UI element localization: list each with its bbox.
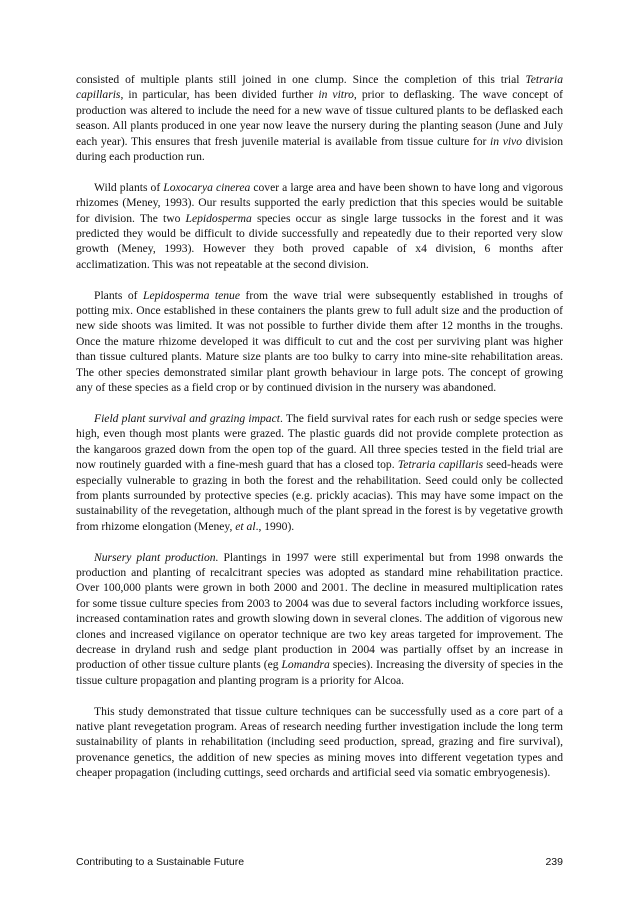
paragraph (76, 180, 563, 272)
body-text (76, 72, 563, 796)
italic-text-run: et al (235, 519, 256, 533)
page-footer (76, 856, 563, 872)
text-run: division during each production run. (76, 134, 564, 164)
text-run: species occur as single large tussocks in the forest and it was predicted they would be difficult to divide successfully and repeatedly due to their reported very slow growth (Meney, 1993). However they both proved capable of x4 division, 6 months after acclimatization. This was not repeatable at the second division. (76, 211, 563, 271)
paragraph (76, 288, 563, 396)
text-run: from the wave trial were subsequently established in troughs of potting mix. Once established in these containers the plants grew to full adult size and the production of new side shoots was limited. It was not possible to further divide them after 12 months in the troughs. Once the mature rhizome developed it was difficult to cut and the cost per surviving plant was higher than tissue cultured plants. Mature size plants are too bulky to carry into mine-site rehabilitation areas. The other species demonstrated similar plant growth behaviour in large pots. The concept of growing any of these species as a field crop or by continued division in the nursery was abandoned. (76, 288, 563, 395)
text-run: Wild plants of (94, 180, 164, 194)
italic-text-run: Lomandra (281, 658, 330, 672)
text-run: Plantings in 1997 were still experimental but from 1998 onwards the production and planting of recalcitrant species was adopted as standard mine rehabilitation practice. Over 100,000 plants were grown in both 2000 and 2001. The decline in measured multiplication rates for some tissue culture species from 2003 to 2004 was due to several factors including workforce issues, increased contamination rates and growth slowing down in several clones. The addition of vigorous new clones and increased vigilance on operator technique are two key areas targeted for improvement. The decrease in dryland rush and sedge plant production in 2004 was partially offset by an increase in production of other tissue culture plants (eg (76, 550, 564, 672)
paragraph (76, 550, 563, 689)
text-run: , in particular, has been divided further (120, 88, 319, 102)
text-run: ., 1990). (255, 519, 295, 533)
footer-title: Contributing to a Sustainable Future (76, 856, 245, 868)
italic-text-run: Field plant survival and grazing impact (94, 411, 280, 425)
text-run: seed-heads were especially vulnerable to grazing in both the forest and the rehabilitation. Seed could only be collected from plants surrounded by protective species (e.g. prickly acacias). This may have some impact on the sustainability of the revegetation, although much of the plant spread in the forest is by vegetative growth from rhizome elongation (Meney, (76, 458, 564, 533)
text-run: cover a large area and have been shown to have long and vigorous rhizomes (Meney, 1993). Our results supported the early prediction that this species would be suitable for division. The two (76, 180, 564, 225)
italic-text-run: Lepidosperma tenue (143, 288, 240, 302)
text-run: Plants of (94, 288, 144, 302)
text-run: . The field survival rates for each rush or sedge species were high, even though most plants were grazed. The plastic guards did not provide complete protection as the kangaroos grazed down from the open top of the guard. All three species tested in the field trial are now routinely guarded with a fine-mesh guard that has a closed top. (76, 411, 563, 472)
text-run: species). Increasing the diversity of species in the tissue culture propagation and planting program is a priority for Alcoa. (76, 658, 564, 687)
page-number: 239 (545, 856, 563, 868)
text-run: This study demonstrated that tissue culture techniques can be successfully used as a core part of a native plant revegetation program. Areas of research needing further investigation include the long term sustainability of plants in rehabilitation (including seed production, spread, grazing and fire survival), provenance genetics, the addition of new species as mining moves into different vegetation types and cheaper propagation (including cuttings, seed orchards and artificial seed via somatic embryogenesis). (76, 704, 563, 780)
italic-text-run: Tetraria capillaris (76, 73, 563, 102)
italic-text-run: Tetraria capillaris (397, 458, 484, 472)
text-run: , prior to deflasking. The wave concept of production was altered to include the need for a new wave of tissue cultured plants to be deflasked each season. All plants produced in one year now leave the nursery during the planting season (June and July each year). This ensures that fresh juvenile material is available from tissue culture for (76, 88, 563, 148)
paragraph (76, 704, 563, 781)
italic-text-run: Loxocarya cinerea (163, 180, 251, 194)
text-run: consisted of multiple plants still joined in one clump. Since the completion of this trial (76, 73, 526, 86)
italic-text-run: in vitro (318, 88, 354, 102)
paragraph (76, 72, 563, 164)
paragraph (76, 411, 563, 534)
italic-text-run: Nursery plant production. (94, 550, 219, 564)
italic-text-run: Lepidosperma (185, 211, 252, 225)
italic-text-run: in vivo (490, 134, 523, 148)
